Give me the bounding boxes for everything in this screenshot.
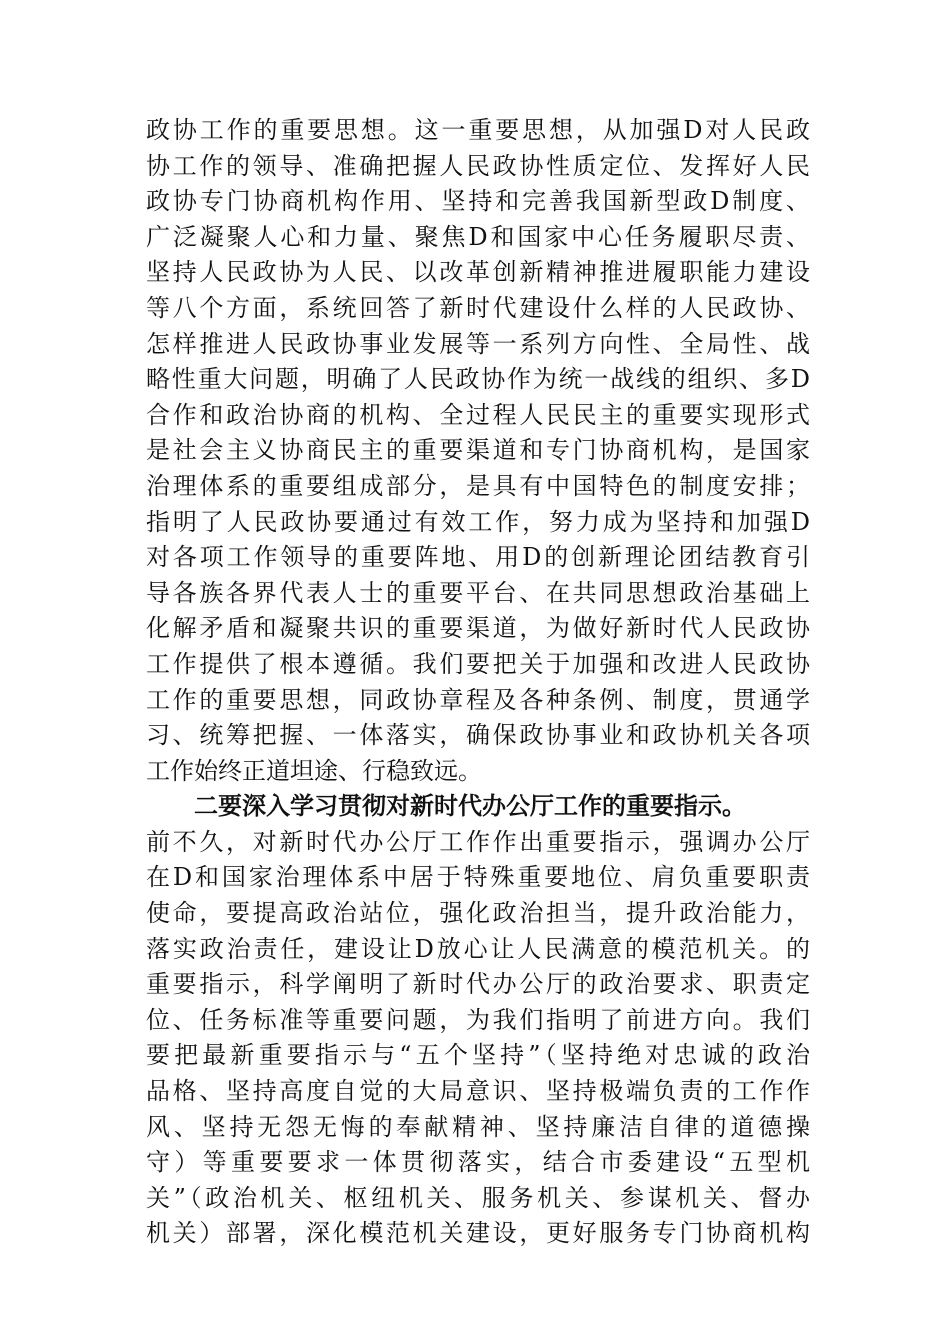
- text-line: 关”（政治机关、枢纽机关、服务机关、参谋机关、督办: [146, 1183, 810, 1212]
- text-line: 是社会主义协商民主的重要渠道和专门协商机构，是国家: [146, 436, 810, 465]
- text-line: 要把最新重要指示与“五个坚持”（坚持绝对忠诚的政治: [146, 1041, 810, 1070]
- text-line: 怎样推进人民政协事业发展等一系列方向性、全局性、战: [146, 329, 810, 358]
- text-line: 政协专门协商机构作用、坚持和完善我国新型政D制度、: [146, 187, 810, 216]
- text-line: 化解矛盾和凝聚共识的重要渠道，为做好新时代人民政协: [146, 614, 810, 643]
- paragraph-1: [146, 113, 810, 789]
- text-line: 政协工作的重要思想。这一重要思想，从加强D对人民政: [146, 116, 810, 144]
- text-line: 指明了人民政协要通过有效工作，努力成为坚持和加强D: [146, 507, 810, 536]
- body-text: [146, 113, 810, 1252]
- text-line: 机关）部署，深化模范机关建设，更好服务专门协商机构: [146, 1219, 810, 1248]
- text-line: 合作和政治协商的机构、全过程人民民主的重要实现形式: [146, 400, 810, 429]
- text-line: 广泛凝聚人心和力量、聚焦D和国家中心任务履职尽责、: [146, 222, 810, 251]
- text-line: 在D和国家治理体系中居于特殊重要地位、肩负重要职责: [146, 863, 810, 892]
- text-line: 协工作的领导、准确把握人民政协性质定位、发挥好人民: [146, 151, 810, 180]
- text-line: 等八个方面，系统回答了新时代建设什么样的人民政协、: [146, 293, 810, 322]
- text-line: 治理体系的重要组成部分，是具有中国特色的制度安排；: [146, 471, 810, 500]
- text-line: 工作提供了根本遵循。我们要把关于加强和改进人民政协: [146, 649, 810, 678]
- text-line: 导各族各界代表人士的重要平台、在共同思想政治基础上: [146, 578, 810, 607]
- text-line: 守）等重要要求一体贯彻落实，结合市委建设“五型机: [146, 1148, 810, 1177]
- text-line: 重要指示，科学阐明了新时代办公厅的政治要求、职责定: [146, 970, 810, 999]
- text-line: 工作始终正道坦途、行稳致远。: [146, 756, 482, 785]
- text-line: 习、统筹把握、一体落实，确保政协事业和政协机关各项: [146, 721, 810, 750]
- text-line: 对各项工作领导的重要阵地、用D的创新理论团结教育引: [146, 543, 810, 572]
- section-heading: 二要深入学习贯彻对新时代办公厅工作的重要指示。: [194, 792, 746, 821]
- text-line: 使命，要提高政治站位，强化政治担当，提升政治能力，: [146, 899, 810, 928]
- text-line: 略性重大问题，明确了人民政协作为统一战线的组织、多D: [146, 365, 810, 394]
- text-line: 风、坚持无怨无悔的奉献精神、坚持廉洁自律的道德操: [146, 1112, 810, 1141]
- text-line: 位、任务标准等重要问题，为我们指明了前进方向。我们: [146, 1005, 810, 1034]
- text-line: 落实政治责任，建设让D放心让人民满意的模范机关。的: [146, 934, 810, 963]
- paragraph-2: [146, 789, 810, 1252]
- text-line: 前不久，对新时代办公厅工作作出重要指示，强调办公厅: [146, 827, 810, 856]
- text-line: 品格、坚持高度自觉的大局意识、坚持极端负责的工作作: [146, 1077, 810, 1106]
- text-line: 工作的重要思想，同政协章程及各种条例、制度，贯通学: [146, 685, 810, 714]
- text-line: 坚持人民政协为人民、以改革创新精神推进履职能力建设: [146, 258, 810, 287]
